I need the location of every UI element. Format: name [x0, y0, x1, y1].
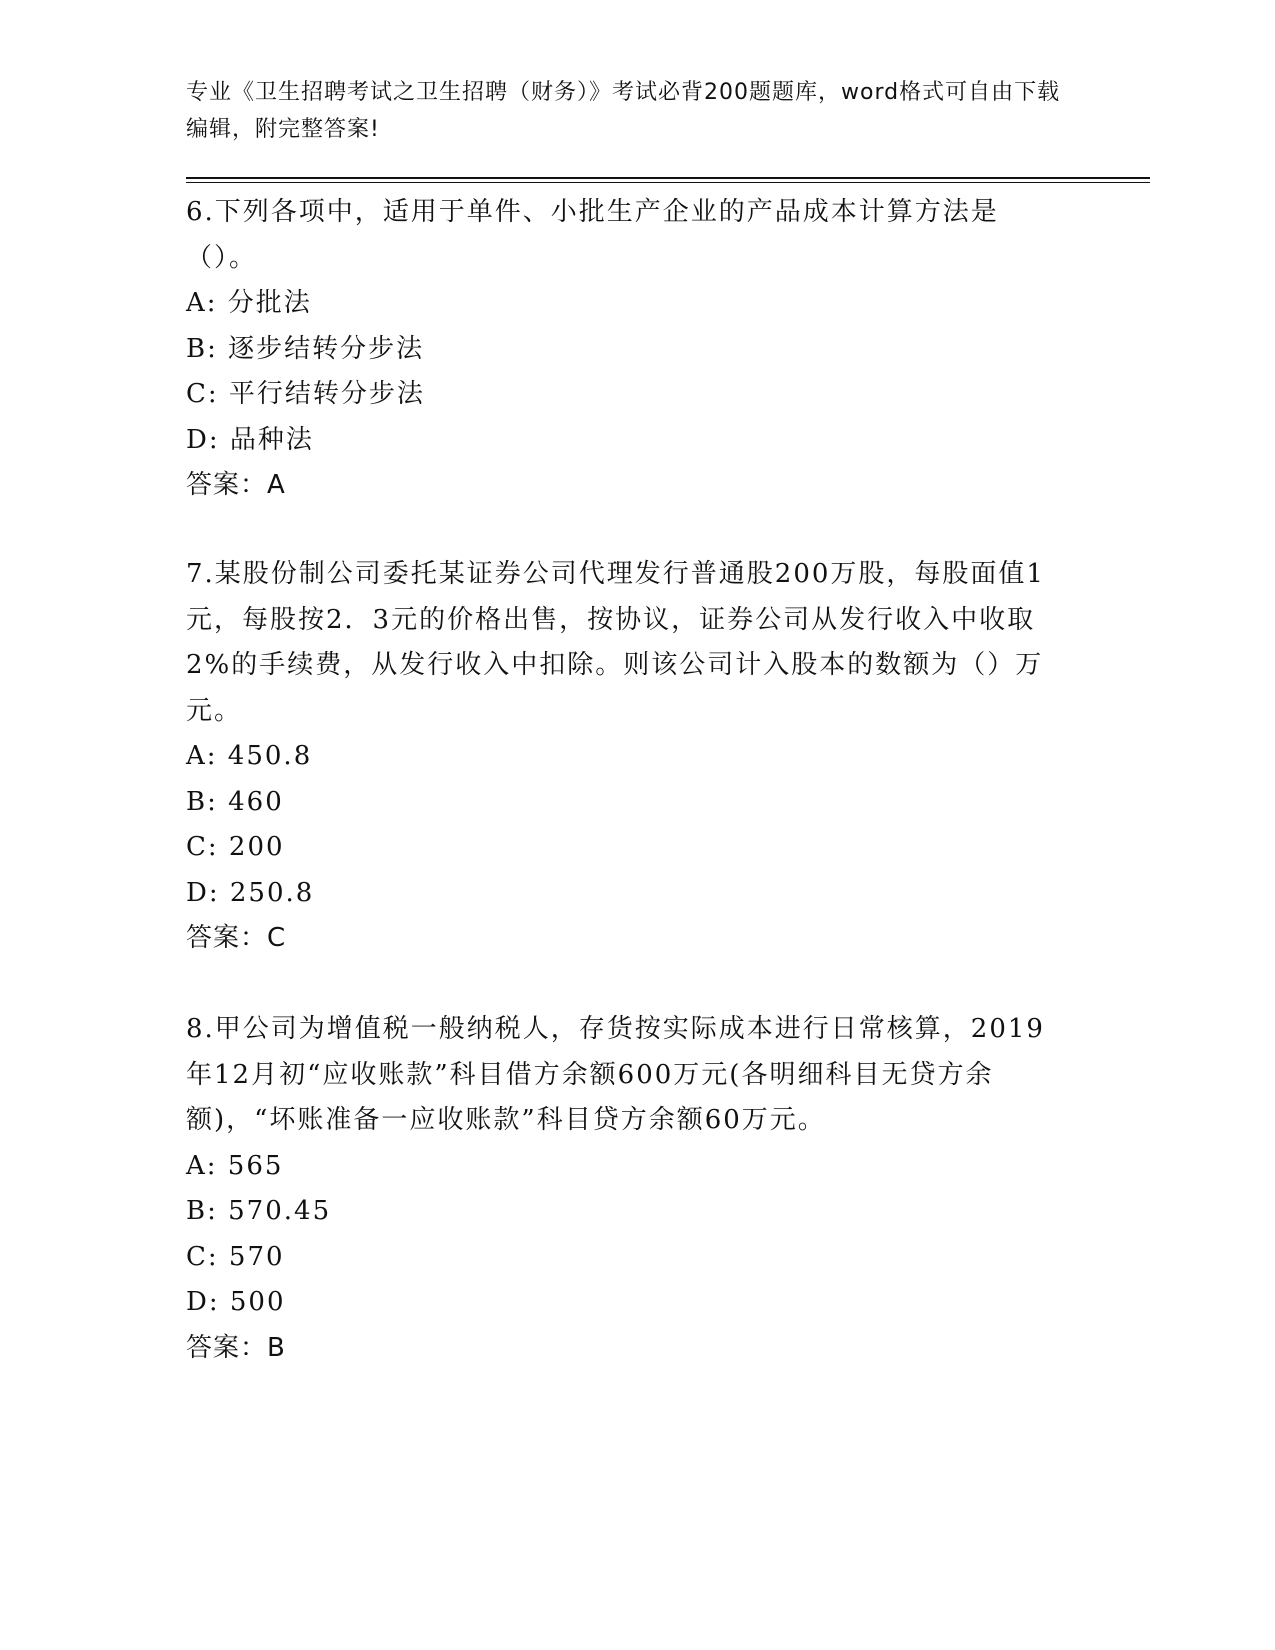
option-b: B: 逐步结转分步法	[186, 333, 425, 364]
option-b: B: 460	[186, 786, 284, 817]
option-c: C: 平行结转分步法	[186, 379, 425, 409]
document-header	[186, 74, 1066, 148]
option-b: B: 570.45	[186, 1196, 332, 1226]
header-text: 专业《卫生招聘考试之卫生招聘（财务）》考试必背200题题库，word格式可自由下载编辑，附完整答案!	[186, 80, 1061, 142]
answer: 答案：B	[186, 1332, 286, 1363]
header-divider-thick	[186, 177, 1150, 179]
question-stem: 7.某股份制公司委托某证券公司代理发行普通股200万股，每股面值1元，每股按2．3元的价格出售，按协议，证券公司从发行收入中收取2%的手续费，从发行收入中扣除。则该公司计入股本的数额为（）万元。	[186, 559, 1045, 726]
option-d: D: 500	[186, 1287, 286, 1317]
option-d: D: 品种法	[186, 424, 314, 455]
question-7	[186, 552, 1066, 962]
option-a: A: 450.8	[186, 741, 313, 771]
question-6	[186, 190, 1066, 509]
option-c: C: 570	[186, 1241, 285, 1272]
option-c: C: 200	[186, 832, 285, 862]
answer: 答案：C	[186, 923, 287, 953]
option-a: A: 分批法	[186, 288, 312, 318]
option-a: A: 565	[186, 1150, 284, 1181]
option-d: D: 250.8	[186, 877, 315, 908]
question-stem: 6.下列各项中，适用于单件、小批生产企业的产品成本计算方法是（）。	[186, 197, 999, 273]
question-stem: 8.甲公司为增值税一般纳税人，存货按实际成本进行日常核算，2019年12月初“应收账款”科目借方余额600万元(各明细科目无贷方余额)，“坏账准备一应收账款”科目贷方余额60万元。	[186, 1014, 1045, 1135]
answer: 答案：A	[186, 470, 286, 500]
question-8	[186, 1007, 1066, 1371]
header-divider-thin	[186, 182, 1150, 183]
